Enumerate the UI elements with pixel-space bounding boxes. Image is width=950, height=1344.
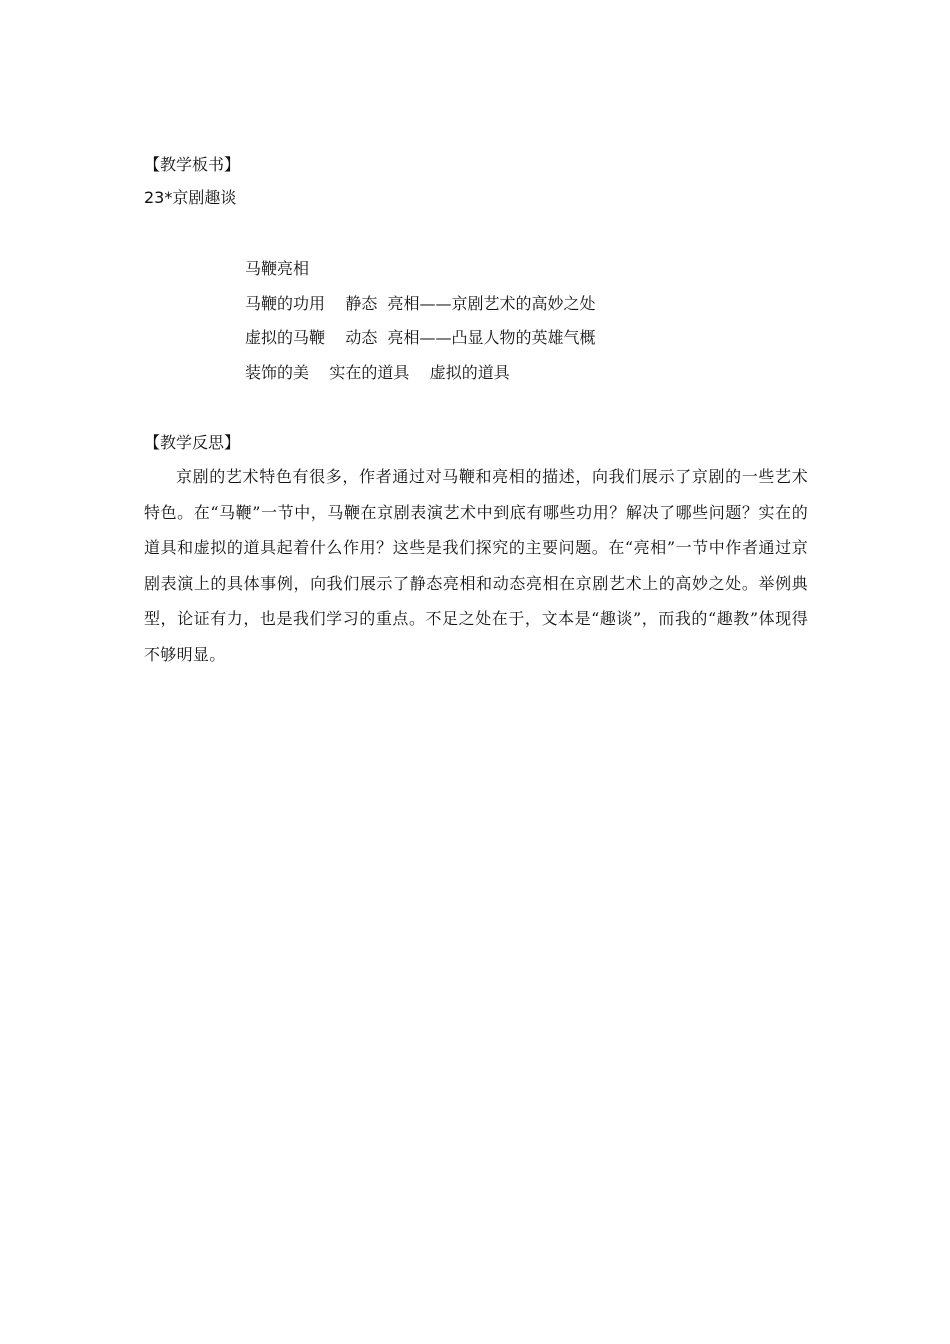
board-heading: 【教学板书】: [144, 155, 241, 174]
reflection-heading: 【教学反思】: [144, 433, 241, 452]
board-content: [245, 258, 596, 396]
board-line: 虚拟的马鞭 动态 亮相——凸显人物的英雄气概: [245, 328, 596, 347]
reflection-paragraph: 京剧的艺术特色有很多，作者通过对马鞭和亮相的描述，向我们展示了京剧的一些艺术特色。在“马鞭”一节中，马鞭在京剧表演艺术中到底有哪些功用？解决了哪些问题？实在的道具和虚拟的道具起着什么作用？这些是我们探究的主要问题。在“亮相”一节中作者通过京剧表演上的具体事例，向我们展示了静态亮相和动态亮相在京剧艺术上的高妙之处。举例典型，论证有力，也是我们学习的重点。不足之处在于，文本是“趣谈”，而我的“趣教”体现得不够明显。: [144, 467, 808, 664]
board-line: 马鞭的功用 静态 亮相——京剧艺术的高妙之处: [245, 293, 596, 313]
board-line: 装饰的美 实在的道具 虚拟的道具: [245, 362, 510, 382]
lesson-title: 23*京剧趣谈: [144, 188, 237, 207]
board-line: 马鞭亮相: [245, 259, 310, 278]
